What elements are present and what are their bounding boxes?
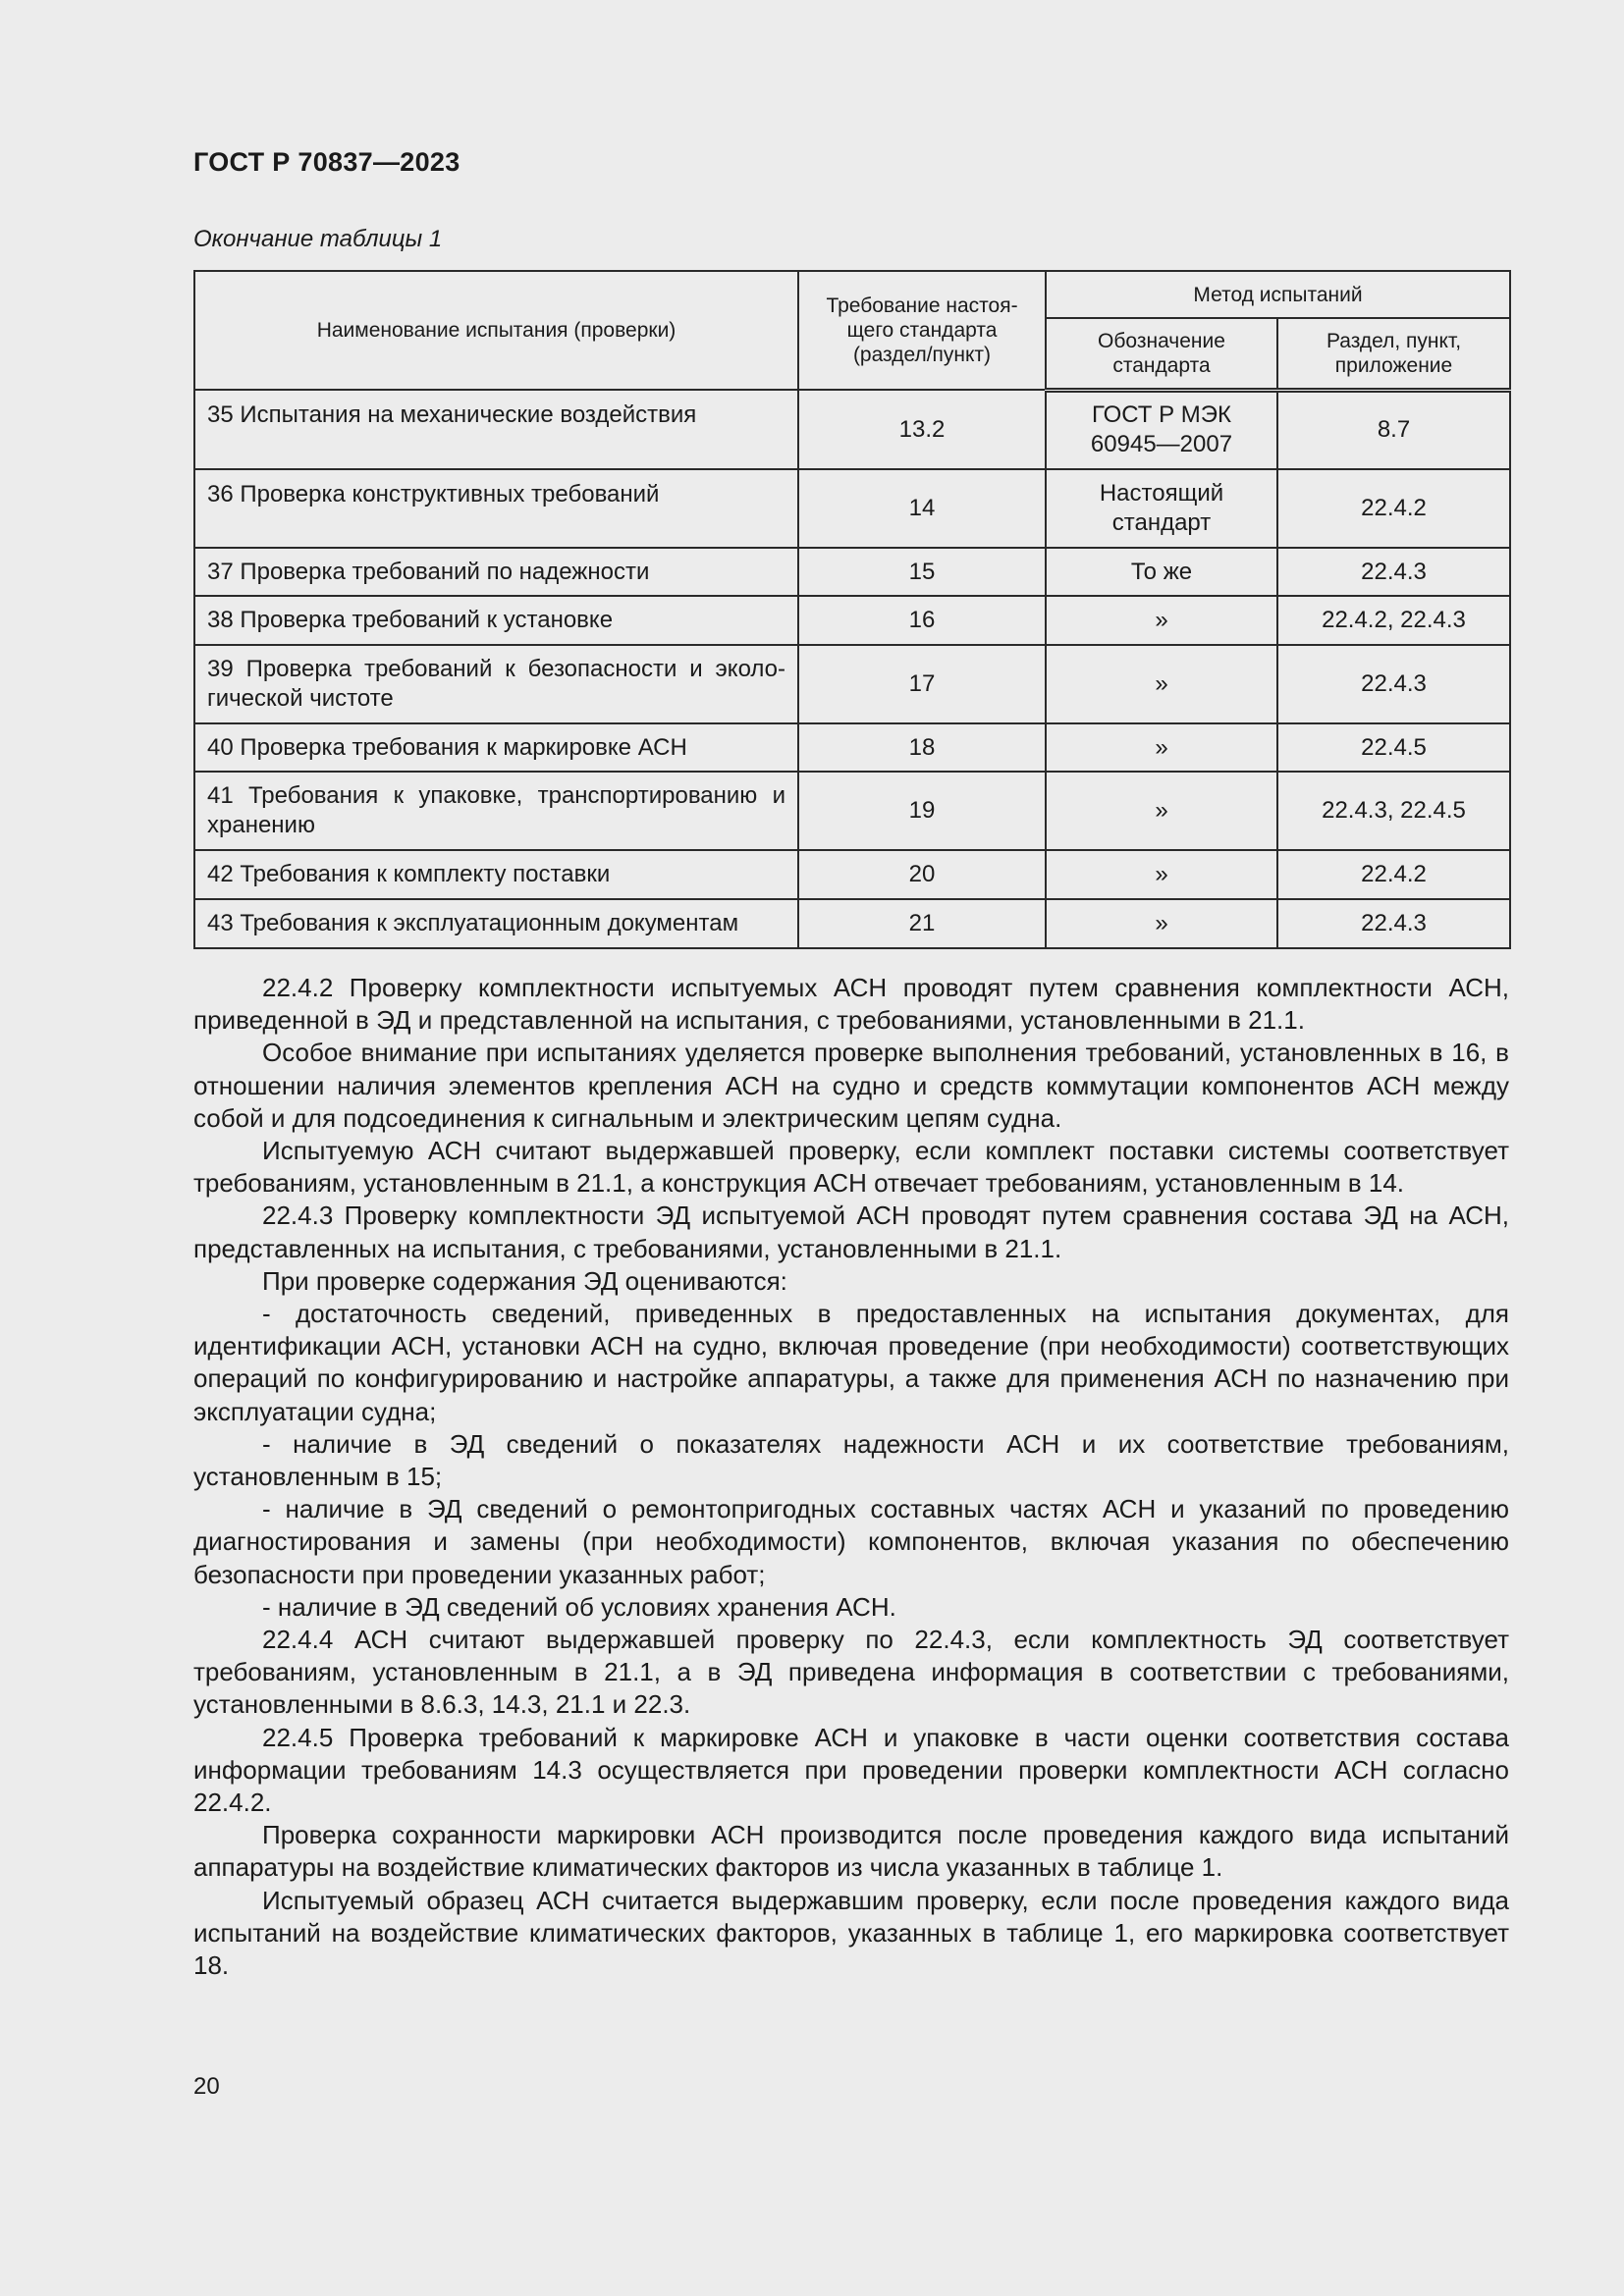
cell-section: 22.4.2, 22.4.3 — [1277, 596, 1510, 645]
table-row — [194, 469, 1510, 548]
cell-section: 22.4.3 — [1277, 548, 1510, 596]
cell-requirement: 19 — [798, 772, 1046, 850]
paragraph: Особое внимание при испытаниях уделяется проверке выполнения требований, установленных в 16, в отношении наличия элементов крепления АСН на судно и средств коммутации компонентов АСН между собой и для подсоединения к сигнальным и электрическим цепям судна. — [193, 1038, 1509, 1133]
cell-test-name: 43 Требования к эксплуатационным документам — [194, 899, 798, 948]
cell-test-name: 35 Испытания на механические воздействия — [194, 390, 798, 469]
table-row — [194, 596, 1510, 645]
paragraph: Испытуемый образец АСН считается выдержавшим проверку, если после проведения каждого вида испытаний на воздействие климатических факторов, указанных в таблице 1, его маркировка соответствует 18. — [193, 1885, 1509, 1981]
cell-standard: » — [1046, 772, 1277, 850]
cell-test-name: 37 Проверка требований по надежности — [194, 548, 798, 596]
paragraph: 22.4.4 АСН считают выдержавшей проверку по 22.4.3, если комплектность ЭД соответствует требованиям, установленным в 21.1, а в ЭД приведена информация в соответствии с требованиями, установленными в 8.6.3, 14.3, 21.1 и 22.3. — [193, 1625, 1509, 1720]
table-row — [194, 645, 1510, 723]
cell-standard: » — [1046, 723, 1277, 772]
header-standard-designation: Обозначение стандарта — [1046, 318, 1277, 390]
table-caption: Окончание таблицы 1 — [193, 226, 443, 252]
cell-requirement: 14 — [798, 469, 1046, 548]
paragraph: 22.4.3 Проверку комплектности ЭД испытуемой АСН проводят путем сравнения состава ЭД на АСН, представленных на испытания, с требованиями, установленными в 21.1. — [193, 1201, 1509, 1263]
header-requirement: Требование настоя-щего стандарта (раздел/пункт) — [798, 271, 1046, 390]
cell-test-name: 38 Проверка требований к установке — [194, 596, 798, 645]
paragraph: 22.4.5 Проверка требований к маркировке АСН и упаковке в части оценки соответствия состава информации требованиям 14.3 осуществляется при проведении проверки комплектности АСН согласно 22.4.2. — [193, 1722, 1509, 1818]
table-row — [194, 548, 1510, 596]
cell-standard: Настоящий стандарт — [1046, 469, 1277, 548]
cell-requirement: 20 — [798, 850, 1046, 899]
paragraph: При проверке содержания ЭД оцениваются: — [262, 1265, 787, 1296]
page-number: 20 — [193, 2073, 220, 2100]
cell-section: 22.4.3 — [1277, 645, 1510, 723]
header-test-name: Наименование испытания (проверки) — [194, 271, 798, 390]
cell-requirement: 16 — [798, 596, 1046, 645]
table-row — [194, 850, 1510, 899]
cell-section: 22.4.3, 22.4.5 — [1277, 772, 1510, 850]
cell-section: 22.4.2 — [1277, 850, 1510, 899]
cell-section: 22.4.3 — [1277, 899, 1510, 948]
cell-test-name: 36 Проверка конструктивных требований — [194, 469, 798, 548]
cell-standard: » — [1046, 899, 1277, 948]
cell-test-name: 39 Проверка требований к безопасности и эколо-гической чистоте — [194, 645, 798, 723]
cell-standard: » — [1046, 596, 1277, 645]
cell-section: 22.4.5 — [1277, 723, 1510, 772]
header-test-method: Метод испытаний — [1046, 271, 1510, 318]
cell-standard: » — [1046, 850, 1277, 899]
paragraph: - наличие в ЭД сведений об условиях хранения АСН. — [262, 1591, 896, 1622]
cell-requirement: 17 — [798, 645, 1046, 723]
paragraph: - наличие в ЭД сведений о показателях надежности АСН и их соответствие требованиям, установленным в 15; — [193, 1428, 1509, 1492]
paragraph: - достаточность сведений, приведенных в предоставленных на испытания документах, для идентификации АСН, установки АСН на судно, включая проведение (при необходимости) соответствующих операций по конфигурированию и настройке аппаратуры, а также для применения АСН по назначению при эксплуатации судна; — [193, 1299, 1509, 1426]
table-row — [194, 772, 1510, 850]
cell-section: 22.4.2 — [1277, 469, 1510, 548]
table-row — [194, 723, 1510, 772]
tests-table — [193, 270, 1511, 949]
paragraph: 22.4.2 Проверку комплектности испытуемых АСН проводят путем сравнения комплектности АСН, приведенной в ЭД и представленной на испытания, с требованиями, установленными в 21.1. — [193, 973, 1509, 1036]
document-code: ГОСТ Р 70837—2023 — [193, 147, 460, 177]
paragraph: - наличие в ЭД сведений о ремонтопригодных составных частях АСН и указаний по проведению диагностирования и замены (при необходимости) компонентов, включая указания по обеспечению безопасности при проведении указанных работ; — [193, 1494, 1509, 1589]
cell-test-name: 42 Требования к комплекту поставки — [194, 850, 798, 899]
cell-test-name: 41 Требования к упаковке, транспортированию и хранению — [194, 772, 798, 850]
cell-requirement: 13.2 — [798, 390, 1046, 469]
table-row — [194, 899, 1510, 948]
cell-standard: То же — [1046, 548, 1277, 596]
cell-requirement: 21 — [798, 899, 1046, 948]
table-row — [194, 390, 1510, 469]
header-section: Раздел, пункт, приложение — [1277, 318, 1510, 390]
body-text — [193, 972, 1509, 1982]
cell-standard: » — [1046, 645, 1277, 723]
paragraph: Испытуемую АСН считают выдержавшей проверку, если комплект поставки системы соответствует требованиям, установленным в 21.1, а конструкция АСН отвечает требованиям, установленным в 14. — [193, 1136, 1509, 1199]
cell-standard: ГОСТ Р МЭК 60945—2007 — [1046, 390, 1277, 469]
cell-test-name: 40 Проверка требования к маркировке АСН — [194, 723, 798, 772]
cell-requirement: 18 — [798, 723, 1046, 772]
cell-section: 8.7 — [1277, 390, 1510, 469]
paragraph: Проверка сохранности маркировки АСН производится после проведения каждого вида испытаний аппаратуры на воздействие климатических факторов из числа указанных в таблице 1. — [193, 1820, 1509, 1883]
cell-requirement: 15 — [798, 548, 1046, 596]
